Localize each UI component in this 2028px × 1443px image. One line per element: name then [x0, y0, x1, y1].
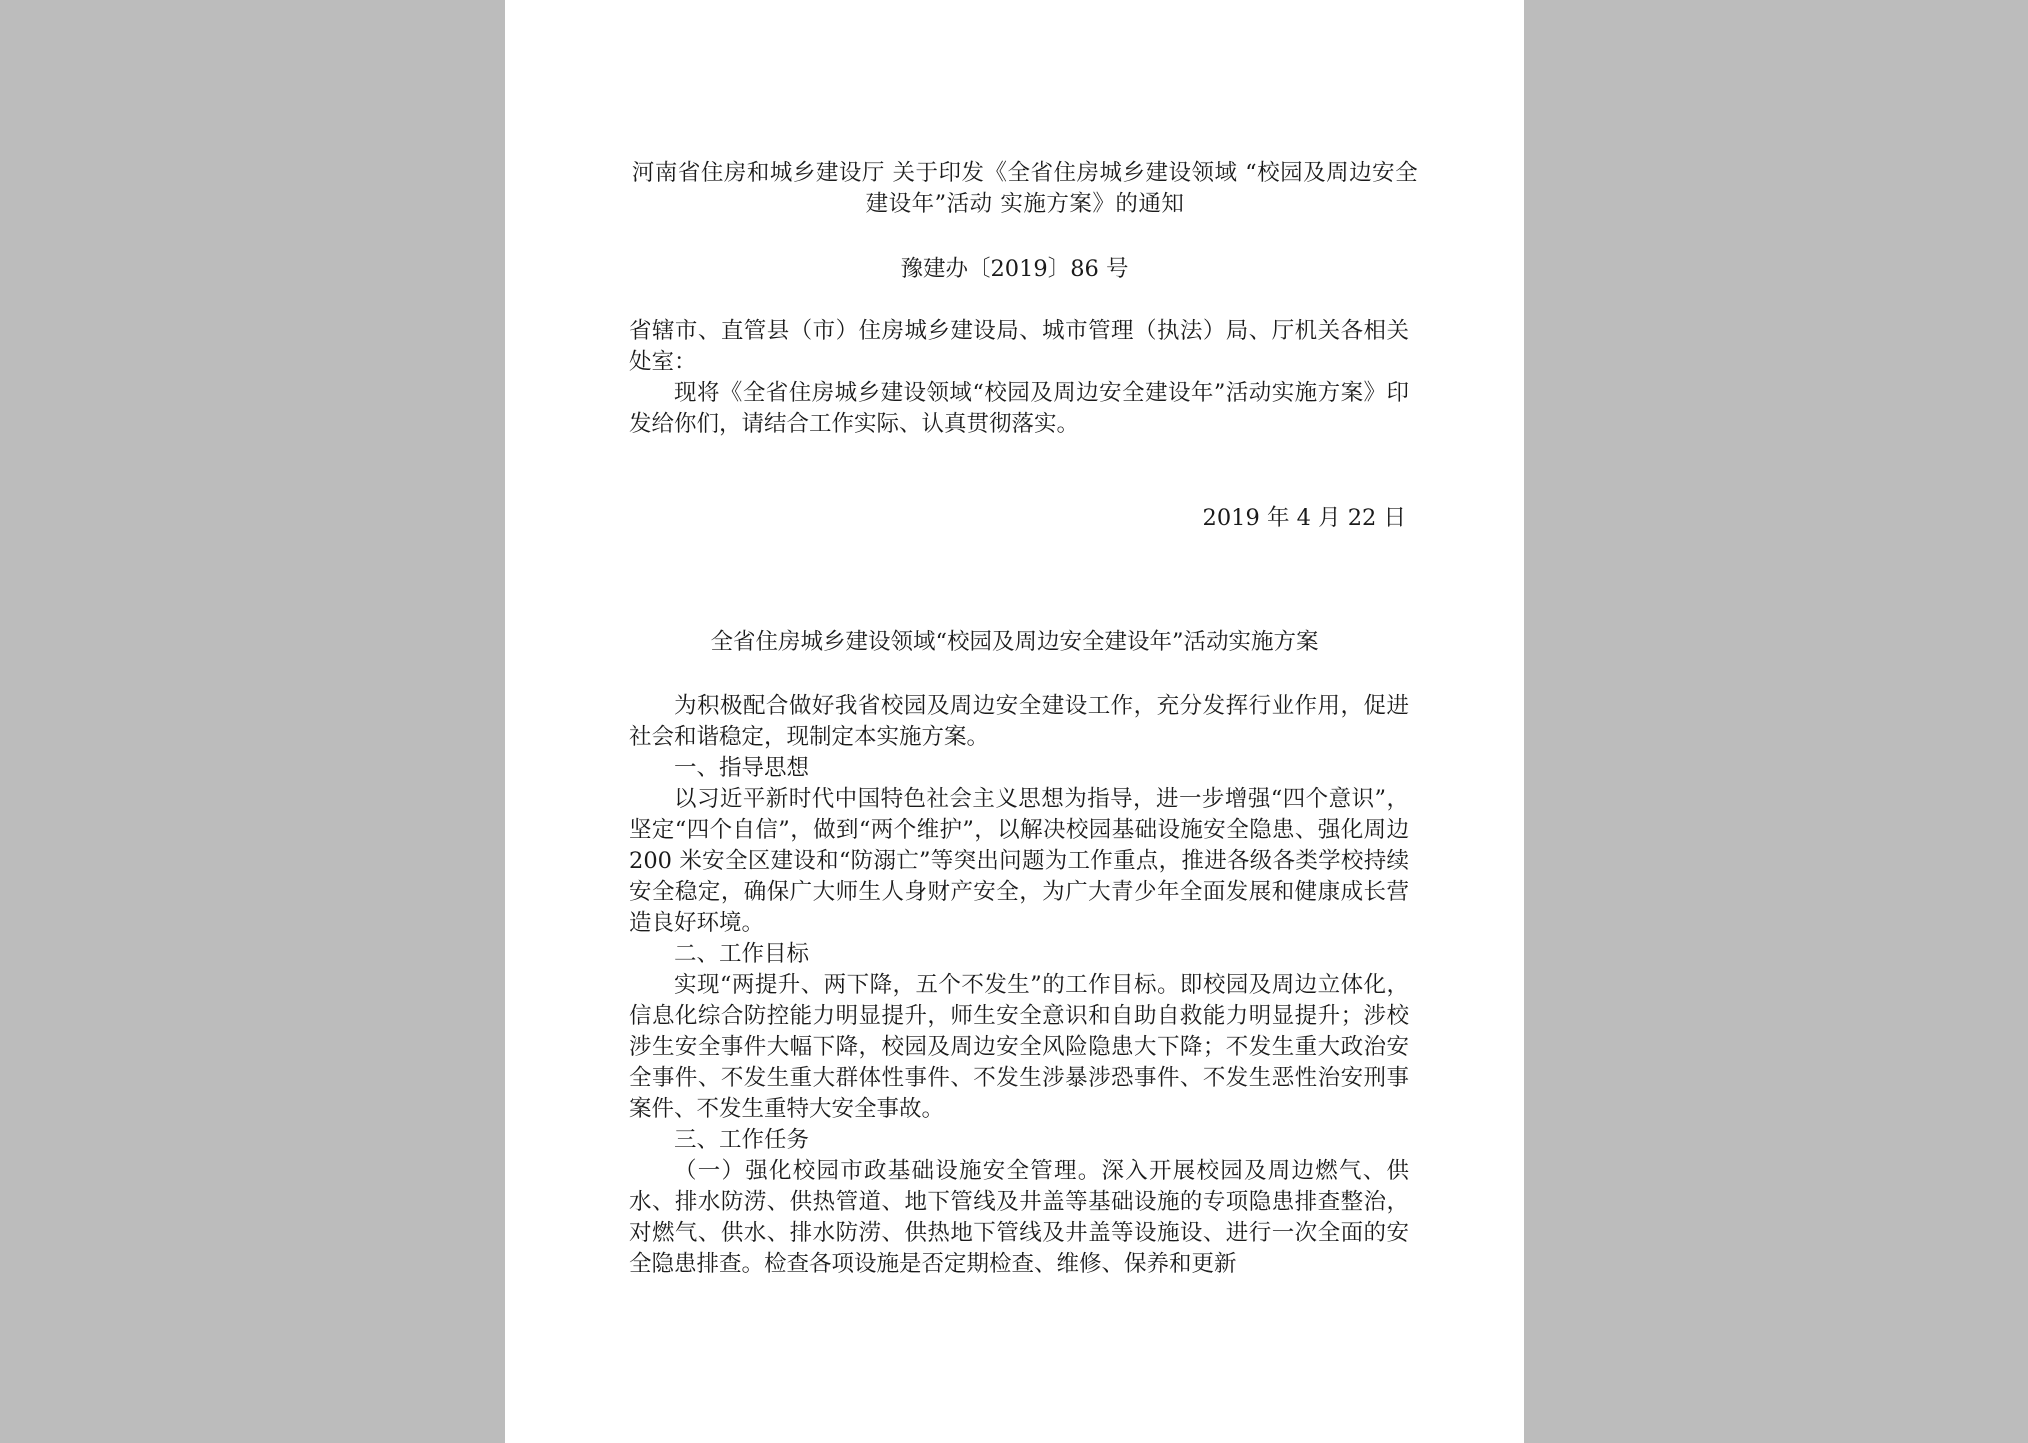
section1-heading: 一、指导思想	[674, 755, 810, 781]
document-number: 豫建办〔2019〕86 号	[900, 256, 1129, 282]
notice-body	[629, 316, 1409, 440]
section3-item1-paragraph: （一）强化校园市政基础设施安全管理。深入开展校园及周边燃气、供水、排水防涝、供热管道、地下管线及井盖等基础设施的专项隐患排查整治，对燃气、供水、排水防涝、供热地下管线及井盖等设施设、进行一次全面的安全隐患排查。检查各项设施是否定期检查、维修、保养和更新	[629, 1158, 1409, 1277]
issue-date: 2019 年 4 月 22 日	[1202, 505, 1406, 531]
notice-intro-text: 现将《全省住房城乡建设领域“校园及周边安全建设年”活动实施方案》印发给你们，请结合工作实际、认真贯彻落实。	[629, 380, 1409, 437]
document-title: 河南省住房和城乡建设厅 关于印发《全省住房城乡建设领域 “校园及周边安全建设年”活动 实施方案》的通知	[631, 160, 1419, 217]
plan-intro-paragraph: 为积极配合做好我省校园及周边安全建设工作，充分发挥行业作用，促进社会和谐稳定，现制定本实施方案。	[629, 693, 1409, 750]
recipients-text: 省辖市、直管县（市）住房城乡建设局、城市管理（执法）局、厅机关各相关处室：	[629, 318, 1409, 375]
document-page	[505, 0, 1524, 1443]
section3-heading: 三、工作任务	[674, 1127, 810, 1153]
section2-paragraph: 实现“两提升、两下降，五个不发生”的工作目标。即校园及周边立体化，信息化综合防控能力明显提升，师生安全意识和自助自救能力明显提升；涉校涉生安全事件大幅下降，校园及周边安全风险隐患大下降；不发生重大政治安全事件、不发生重大群体性事件、不发生涉暴涉恐事件、不发生恶性治安刑事案件、不发生重特大安全事故。	[629, 972, 1409, 1122]
plan-body	[629, 691, 1409, 1280]
section2-heading: 二、工作目标	[674, 941, 810, 967]
plan-title: 全省住房城乡建设领域“校园及周边安全建设年”活动实施方案	[710, 629, 1319, 655]
section1-paragraph: 以习近平新时代中国特色社会主义思想为指导，进一步增强“四个意识”，坚定“四个自信”，做到“两个维护”，以解决校园基础设施安全隐患、强化周边 200 米安全区建设和“防溺亡”等突出问题为工作重点，推进各级各类学校持续安全稳定，确保广大师生人身财产安全，为广大青少年全面发展和健康成长营造良好环境。	[629, 786, 1409, 936]
